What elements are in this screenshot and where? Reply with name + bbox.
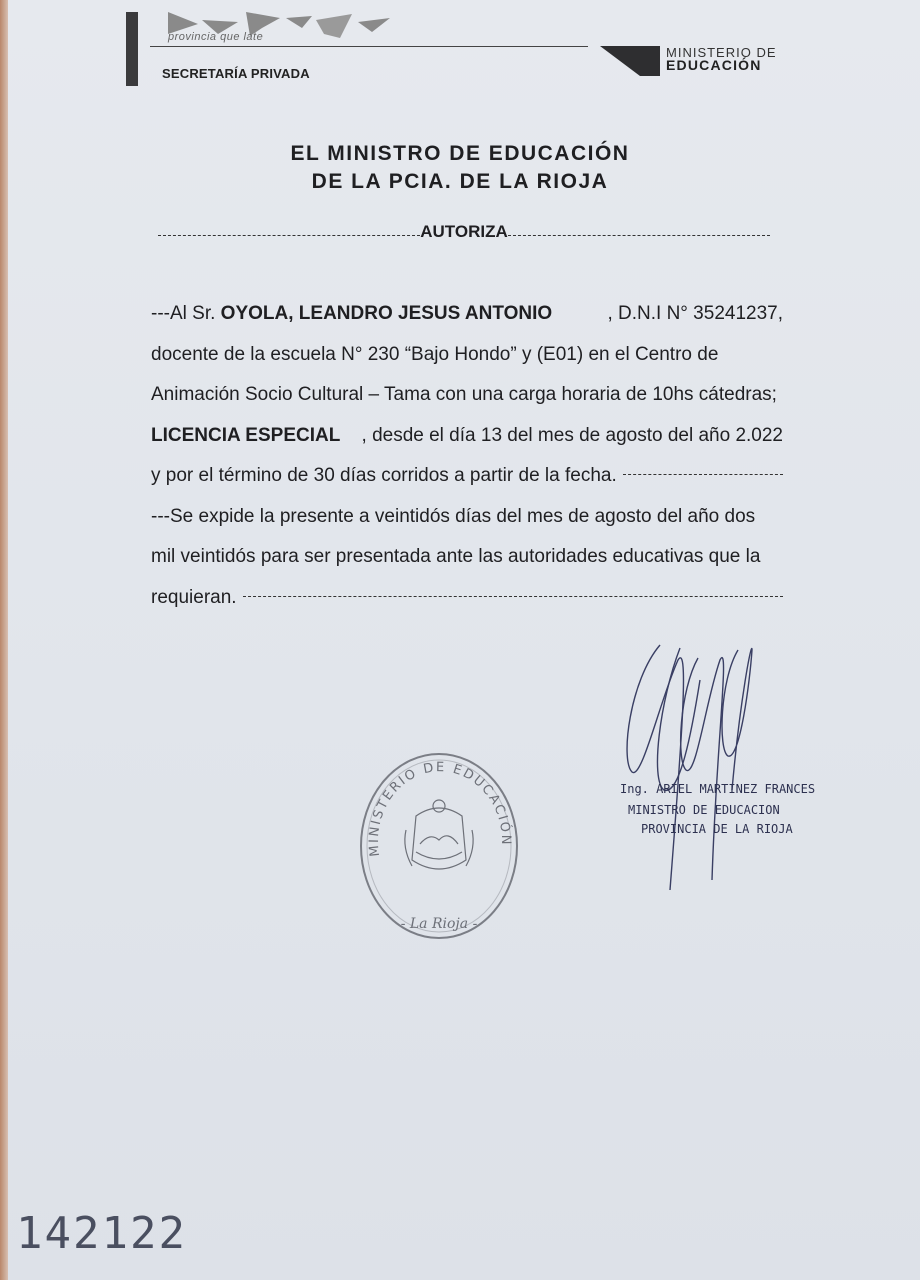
svg-text:MINISTERIO DE EDUCACIÓN: MINISTERIO DE EDUCACIÓN (366, 760, 514, 858)
body-line-8-text: requieran. (151, 586, 237, 608)
body-line-1 (151, 294, 783, 335)
ministry-label-line1: MINISTERIO DE (666, 45, 777, 60)
body-line-2-text: docente de la escuela N° 230 “Bajo Hondo” y (E01) en el Centro de (151, 343, 719, 365)
body-line-5 (151, 456, 783, 497)
license-start: , desde el día 13 del mes de agosto del año 2.022 (361, 424, 783, 446)
header-side-bar (126, 12, 138, 86)
license-type: LICENCIA ESPECIAL (151, 424, 341, 446)
body-line-8 (151, 578, 783, 619)
body-line-1-prefix: ---Al Sr. (151, 303, 221, 324)
handwritten-reference-number: 142122 (16, 1208, 187, 1259)
dash-rule-right (508, 235, 770, 236)
office-label: SECRETARÍA PRIVADA (162, 66, 310, 81)
license-duration: y por el término de 30 días corridos a partir de la fecha. (151, 465, 617, 486)
autoriza-heading (158, 222, 770, 242)
signatory-title: MINISTRO DE EDUCACION (628, 803, 780, 817)
svg-text:- La Rioja -: - La Rioja - (400, 916, 478, 932)
dash-rule-left (158, 235, 420, 236)
ministry-seal-stamp (356, 748, 522, 944)
body-line-3 (151, 375, 783, 416)
ministry-label-line2: EDUCACIÓN (666, 57, 762, 73)
document-title-line1: EL MINISTRO DE EDUCACIÓN (290, 142, 630, 165)
logo-tagline: provincia que late (168, 31, 264, 43)
dash-fill (243, 596, 783, 597)
dash-fill (623, 474, 783, 475)
signatory-province: PROVINCIA DE LA RIOJA (641, 822, 793, 836)
handwritten-signature (620, 640, 800, 890)
autoriza-word: AUTORIZA (420, 222, 508, 241)
body-line-7-text: mil veintidós para ser presentada ante las autoridades educativas que la (151, 546, 761, 567)
employee-dni: , D.N.I N° 35241237, (607, 303, 783, 324)
ministry-emblem (600, 46, 660, 76)
body-line-6-text: ---Se expide la presente a veintidós días del mes de agosto del año dos (151, 505, 756, 527)
body-line-7 (151, 537, 783, 578)
body-line-3-text: Animación Socio Cultural – Tama con una carga horaria de 10hs cátedras; (151, 384, 777, 405)
document-title-line2: DE LA PCIA. DE LA RIOJA (311, 170, 609, 193)
employee-name: OYOLA, LEANDRO JESUS ANTONIO (220, 303, 553, 324)
signatory-name: Ing. ARIEL MARTINEZ FRANCES (620, 782, 816, 796)
document-body (151, 294, 783, 618)
body-line-6 (151, 497, 783, 538)
header-divider (150, 46, 588, 47)
body-line-1-text (151, 294, 552, 335)
body-line-2 (151, 335, 783, 376)
body-line-4 (151, 416, 783, 457)
